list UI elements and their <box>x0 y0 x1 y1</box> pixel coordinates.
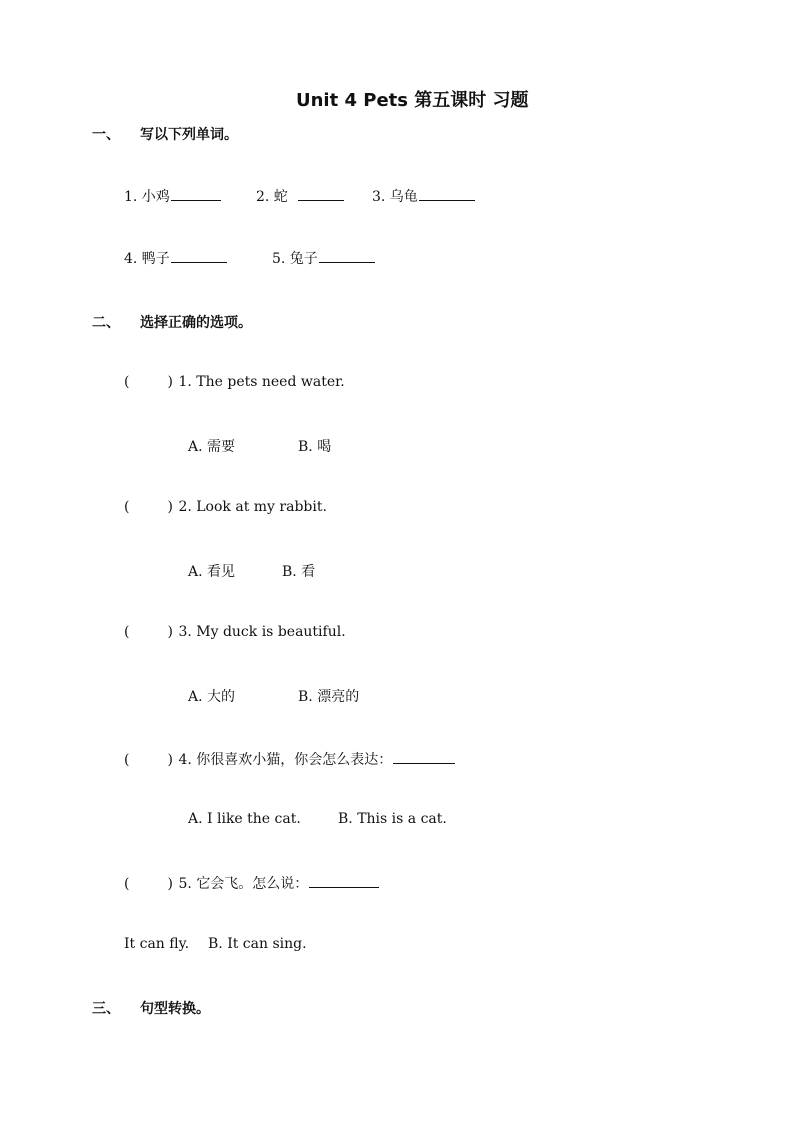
word-item-4 <box>124 248 227 268</box>
question-3 <box>124 624 346 640</box>
answer-blank[interactable] <box>419 186 475 201</box>
question-5-option-a[interactable]: It can fly. <box>124 936 190 952</box>
question-2-option-a[interactable]: A. 看见 <box>188 564 236 580</box>
bracket-close: ) <box>167 752 173 768</box>
bracket-open: ( <box>124 624 130 640</box>
question-5 <box>124 873 379 893</box>
question-text: 2. Look at my rabbit. <box>178 499 327 515</box>
section-3-number: 三、 <box>92 1001 120 1017</box>
question-2-option-b[interactable]: B. 看 <box>282 564 316 580</box>
answer-blank[interactable] <box>309 873 379 888</box>
bracket-close: ) <box>167 374 173 390</box>
word-item-5 <box>272 248 375 268</box>
answer-blank[interactable] <box>298 186 344 201</box>
section-1-number: 一、 <box>92 127 120 143</box>
bracket-open: ( <box>124 876 130 892</box>
section-2-heading <box>92 312 392 332</box>
answer-bracket[interactable] <box>124 624 174 640</box>
question-1-option-b[interactable]: B. 喝 <box>298 439 332 455</box>
word-item-label: 5. 兔子 <box>272 251 318 267</box>
question-text: 1. The pets need water. <box>178 374 345 390</box>
answer-bracket[interactable] <box>124 374 174 390</box>
bracket-open: ( <box>124 499 130 515</box>
word-item-label: 4. 鸭子 <box>124 251 170 267</box>
section-2-number: 二、 <box>92 315 120 331</box>
word-item-3 <box>372 186 475 206</box>
question-3-option-b[interactable]: B. 漂亮的 <box>298 689 360 705</box>
answer-blank[interactable] <box>171 248 227 263</box>
answer-blank[interactable] <box>319 248 375 263</box>
answer-bracket[interactable] <box>124 752 174 768</box>
question-text: 3. My duck is beautiful. <box>178 624 346 640</box>
question-1-option-a[interactable]: A. 需要 <box>188 439 236 455</box>
answer-bracket[interactable] <box>124 499 174 515</box>
question-4-option-b[interactable]: B. This is a cat. <box>338 811 447 827</box>
section-1-heading <box>92 124 392 144</box>
question-4 <box>124 749 455 769</box>
question-1 <box>124 374 345 390</box>
question-3-option-a[interactable]: A. 大的 <box>188 689 236 705</box>
word-item-label: 3. 乌龟 <box>372 189 418 205</box>
section-3-title: 句型转换。 <box>140 1001 210 1017</box>
bracket-close: ) <box>167 624 173 640</box>
bracket-open: ( <box>124 374 130 390</box>
answer-blank[interactable] <box>171 186 221 201</box>
answer-bracket[interactable] <box>124 876 174 892</box>
bracket-close: ) <box>167 876 173 892</box>
section-3-heading <box>92 998 392 1018</box>
question-2 <box>124 499 327 515</box>
question-text: 5. 它会飞。怎么说： <box>178 876 309 892</box>
section-2-title: 选择正确的选项。 <box>140 315 252 331</box>
page-title: Unit 4 Pets 第五课时 习题 <box>296 90 529 111</box>
bracket-close: ) <box>167 499 173 515</box>
bracket-open: ( <box>124 752 130 768</box>
word-item-2 <box>256 186 344 206</box>
answer-blank[interactable] <box>393 749 455 764</box>
word-item-1 <box>124 186 221 206</box>
question-4-option-a[interactable]: A. I like the cat. <box>188 811 301 827</box>
question-5-option-b[interactable]: B. It can sing. <box>208 936 307 952</box>
word-item-label: 2. 蛇 <box>256 189 288 205</box>
section-1-title: 写以下列单词。 <box>140 127 238 143</box>
word-item-label: 1. 小鸡 <box>124 189 170 205</box>
question-text: 4. 你很喜欢小猫，你会怎么表达： <box>178 752 393 768</box>
